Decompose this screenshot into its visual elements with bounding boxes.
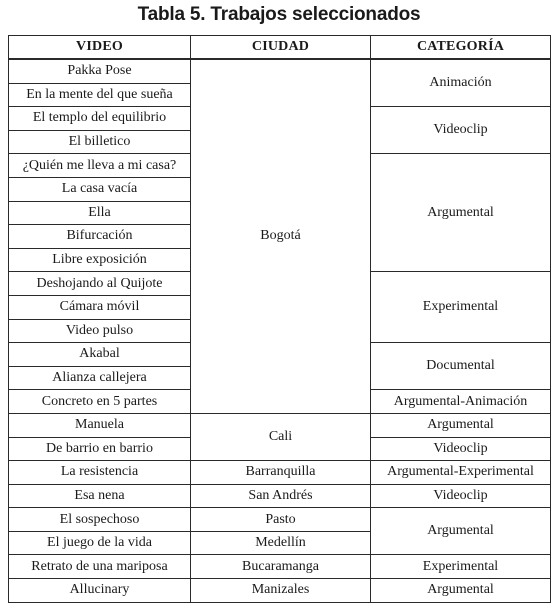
- video-cell: Akabal: [9, 343, 191, 367]
- category-cell: Videoclip: [371, 437, 551, 461]
- city-cell: Medellín: [191, 531, 371, 555]
- category-cell: Argumental-Experimental: [371, 461, 551, 485]
- video-cell: El juego de la vida: [9, 531, 191, 555]
- category-cell: Argumental: [371, 413, 551, 437]
- city-cell: Bogotá: [191, 59, 371, 413]
- video-cell: El billetico: [9, 130, 191, 154]
- video-cell: La resistencia: [9, 461, 191, 485]
- city-cell: Bucaramanga: [191, 555, 371, 579]
- category-cell: Argumental: [371, 154, 551, 272]
- category-cell: Experimental: [371, 555, 551, 579]
- video-cell: Concreto en 5 partes: [9, 390, 191, 414]
- video-cell: De barrio en barrio: [9, 437, 191, 461]
- video-cell: El templo del equilibrio: [9, 107, 191, 131]
- header-row: [9, 36, 551, 60]
- video-cell: En la mente del que sueña: [9, 83, 191, 107]
- video-cell: Ella: [9, 201, 191, 225]
- video-cell: Alianza callejera: [9, 366, 191, 390]
- city-cell: Manizales: [191, 579, 371, 603]
- table-row: [9, 59, 551, 83]
- city-cell: Barranquilla: [191, 461, 371, 485]
- column-header-categoria: CATEGORÍA: [371, 36, 551, 60]
- city-cell: Pasto: [191, 508, 371, 532]
- video-cell: Deshojando al Quijote: [9, 272, 191, 296]
- video-cell: Bifurcación: [9, 225, 191, 249]
- video-cell: Esa nena: [9, 484, 191, 508]
- table-row: [9, 555, 551, 579]
- category-cell: Experimental: [371, 272, 551, 343]
- table-row: [9, 461, 551, 485]
- video-cell: La casa vacía: [9, 177, 191, 201]
- video-cell: Manuela: [9, 413, 191, 437]
- table-row: [9, 579, 551, 603]
- video-cell: Video pulso: [9, 319, 191, 343]
- table-row: [9, 484, 551, 508]
- video-cell: Libre exposición: [9, 248, 191, 272]
- column-header-ciudad: CIUDAD: [191, 36, 371, 60]
- city-cell: Cali: [191, 413, 371, 460]
- video-cell: El sospechoso: [9, 508, 191, 532]
- video-cell: ¿Quién me lleva a mi casa?: [9, 154, 191, 178]
- video-cell: Pakka Pose: [9, 59, 191, 83]
- column-header-video: VIDEO: [9, 36, 191, 60]
- selected-works-table: [8, 35, 551, 603]
- category-cell: Animación: [371, 59, 551, 107]
- category-cell: Argumental-Animación: [371, 390, 551, 414]
- city-cell: San Andrés: [191, 484, 371, 508]
- video-cell: Allucinary: [9, 579, 191, 603]
- video-cell: Cámara móvil: [9, 295, 191, 319]
- video-cell: Retrato de una mariposa: [9, 555, 191, 579]
- category-cell: Argumental: [371, 508, 551, 555]
- table-row: [9, 413, 551, 437]
- category-cell: Videoclip: [371, 107, 551, 154]
- category-cell: Argumental: [371, 579, 551, 603]
- table-row: [9, 508, 551, 532]
- table-title: Tabla 5. Trabajos seleccionados: [137, 4, 421, 25]
- category-cell: Videoclip: [371, 484, 551, 508]
- category-cell: Documental: [371, 343, 551, 390]
- table-body: [9, 59, 551, 602]
